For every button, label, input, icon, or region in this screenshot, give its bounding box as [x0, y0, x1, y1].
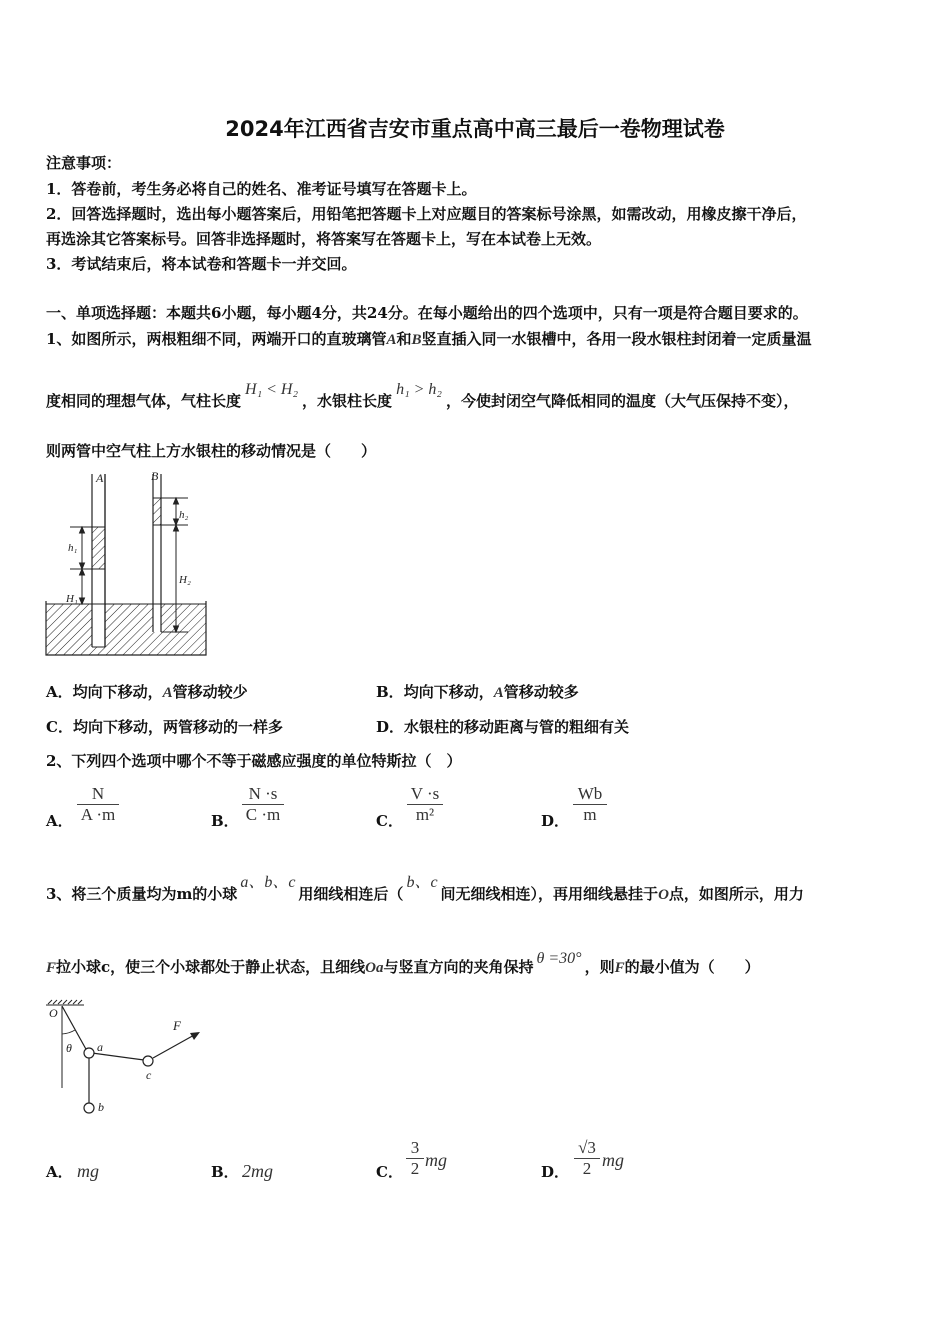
q1-line-1: [46, 328, 812, 349]
q2-option-a-label: A．: [46, 812, 73, 830]
q3-option-d-fraction: [574, 1138, 600, 1179]
q2-option-c-fraction: [407, 784, 443, 825]
q3-line-1: [46, 874, 804, 904]
ball-b: [84, 1103, 94, 1113]
q3-text-1d: 点，如图所示，用力: [668, 885, 804, 903]
q3-angle: θ =30°: [536, 950, 582, 967]
q2-option-d-label: D．: [541, 812, 570, 830]
notice-item-2-line-1: 2．回答选择题时，选出每小题答案后，用铅笔把答题卡上对应题目的答案标号涂黑，如需改动，用橡皮擦干净后，: [46, 205, 807, 223]
q1-text-2c: ，今使封闭空气降低相同的温度（大气压保持不变），: [445, 392, 799, 410]
q3-balls: a、b、c: [240, 874, 296, 891]
q3-option-c-num: 3: [410, 1138, 420, 1157]
q3-option-c-den: 2: [406, 1158, 424, 1179]
q1-option-b-label: B．: [376, 683, 404, 701]
q3-option-d-label: D．: [541, 1163, 570, 1181]
label-a: a: [97, 1040, 103, 1054]
label-a: A: [96, 471, 104, 485]
q1-option-b-text-post: 管移动较多: [503, 683, 579, 701]
q1-option-a: [46, 681, 248, 702]
label-h2: h₂: [179, 509, 189, 521]
q2-option-d-num: Wb: [577, 784, 603, 803]
q1-text-2b: ，水银柱长度: [302, 392, 393, 410]
q3-line-2: [46, 950, 760, 977]
q1-option-c-label: C．: [46, 718, 73, 736]
q2-option-a-den: A ·m: [77, 804, 119, 825]
q1-and: 和: [396, 330, 412, 348]
ball-c: [143, 1056, 153, 1066]
q1-tube-b: B: [411, 332, 422, 348]
q1-line-2: [46, 381, 799, 411]
force-f-arrow: [153, 1034, 196, 1058]
q2-option-b-fraction: [242, 784, 284, 825]
q1-condition-1: H₁ < H₂: [245, 381, 299, 398]
label-theta: θ: [66, 1041, 72, 1055]
label-b: b: [98, 1100, 104, 1114]
q3-line-oa: Oa: [365, 960, 384, 976]
section-heading: 一、单项选择题：本题共6小题，每小题4分，共24分。在每小题给出的四个选项中，只有一项是符合题目要求的。: [46, 304, 808, 322]
ball-a: [84, 1048, 94, 1058]
q3-option-a-label: A．: [46, 1163, 73, 1181]
q2-option-c-den: m²: [407, 804, 443, 825]
q2-stem: 2、下列四个选项中哪个不等于磁感应强度的单位特斯拉（ ）: [46, 752, 462, 770]
q1-option-c: [46, 716, 283, 737]
notice-item-3: 3．考试结束后，将本试卷和答题卡一并交回。: [46, 255, 357, 273]
q1-option-a-label: A．: [46, 683, 73, 701]
q3-text-2b: 与竖直方向的夹角保持: [383, 958, 534, 976]
q2-option-b-label: B．: [211, 812, 239, 830]
q1-option-a-em: A: [162, 685, 173, 701]
q2-option-a-num: N: [91, 784, 105, 803]
q3-text-1c: 间无细线相连），再用细线悬挂于: [440, 885, 659, 903]
q1-option-d-text: 水银柱的移动距离与管的粗细有关: [404, 718, 630, 736]
q3-option-d-suffix: mg: [602, 1150, 624, 1170]
q3-point-o: O: [658, 887, 669, 903]
q3-text-1b: 用细线相连后（: [298, 885, 404, 903]
q2-option-a-fraction: [77, 784, 119, 825]
notice-item-2-line-2: 再选涂其它答案标号。回答非选择题时，将答案写在答题卡上，写在本试卷上无效。: [46, 230, 602, 248]
q3-bc: b、c: [406, 874, 438, 891]
q1-option-c-text: 均向下移动，两管移动的一样多: [72, 718, 283, 736]
q3-text-1a: 3、将三个质量均为m的小球: [46, 885, 238, 903]
label-c: c: [146, 1068, 152, 1082]
mercury-trough: [46, 601, 206, 655]
q1-text-end: 竖直插入同一水银槽中，各用一段水银柱封闭着一定质量温: [421, 330, 812, 348]
q1-condition-2: h₁ > h₂: [396, 381, 442, 398]
label-H1: H₁: [66, 593, 78, 605]
q1-tube-a: A: [386, 332, 397, 348]
angle-arc: [62, 1030, 75, 1034]
label-o: O: [49, 1006, 58, 1020]
q1-option-b: [376, 681, 579, 702]
q2-option-b-num: N ·s: [248, 784, 278, 803]
q1-option-b-em: A: [493, 685, 504, 701]
q2-option-d-den: m: [573, 804, 607, 825]
q3-figure: [40, 996, 210, 1121]
q3-text-2d: 的最小值为（ ）: [624, 958, 760, 976]
q1-option-b-text: 均向下移动，: [403, 683, 494, 701]
q3-option-c-label: C．: [376, 1163, 403, 1181]
q2-option-c-num: V ·s: [410, 784, 440, 803]
q1-option-a-text-post: 管移动较少: [172, 683, 248, 701]
q3-option-b-label: B．: [211, 1163, 239, 1181]
q3-text-2a: 拉小球c，使三个小球都处于静止状态，且细线: [56, 958, 366, 976]
q2-option-b-den: C ·m: [242, 804, 284, 825]
q3-option-a-value: mg: [77, 1161, 99, 1181]
label-f: F: [173, 1018, 181, 1033]
q3-option-c-fraction: [406, 1138, 424, 1179]
q1-line-3: 则两管中空气柱上方水银柱的移动情况是（ ）: [46, 442, 377, 460]
q3-option-d-den: 2: [574, 1158, 600, 1179]
q3-force-f: F: [46, 960, 57, 976]
label-H2: H₂: [179, 574, 191, 586]
label-h1: h₁: [68, 542, 78, 554]
q3-option-c-suffix: mg: [425, 1150, 447, 1170]
q3-option-b-value: 2mg: [242, 1161, 273, 1181]
q1-option-d-label: D．: [376, 718, 405, 736]
q1-text: 1、如图所示，两根粗细不同，两端开口的直玻璃管: [46, 330, 387, 348]
q3-option-d-num: √3: [578, 1138, 596, 1157]
q1-text-2a: 度相同的理想气体，气柱长度: [46, 392, 242, 410]
q2-option-c-label: C．: [376, 812, 403, 830]
q1-figure: [40, 466, 215, 661]
notice-item-1: 1．答卷前，考生务必将自己的姓名、准考证号填写在答题卡上。: [46, 180, 477, 198]
string-ac: [92, 1053, 144, 1060]
page-title: 2024年江西省吉安市重点高中高三最后一卷物理试卷: [225, 117, 725, 141]
label-b: B: [151, 469, 159, 483]
q3-text-2c: ，则: [584, 958, 615, 976]
q1-option-d: [376, 716, 629, 737]
q1-option-a-text: 均向下移动，: [72, 683, 163, 701]
q2-option-d-fraction: [573, 784, 607, 825]
q3-force-f-2: F: [614, 960, 625, 976]
ceiling: [46, 1000, 84, 1005]
notice-heading: 注意事项：: [46, 154, 122, 172]
